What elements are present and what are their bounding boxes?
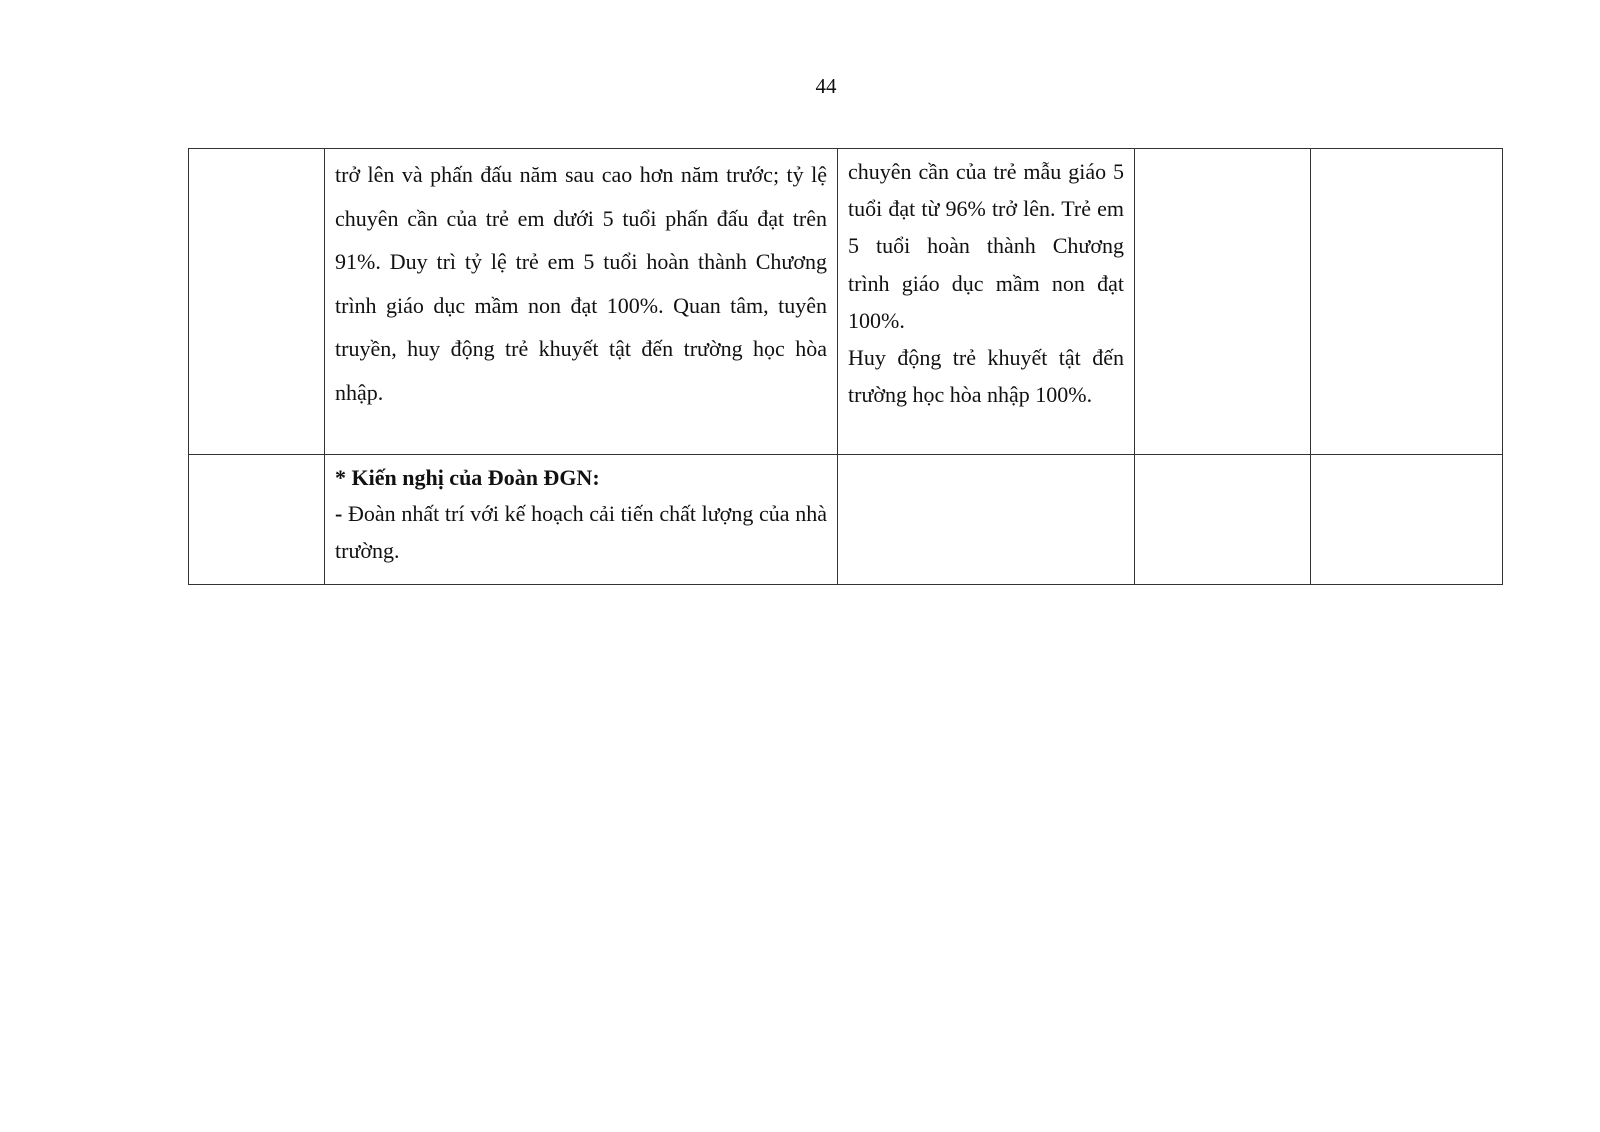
- result-text-paragraph-2: Huy động trẻ khuyết tật đến trường học hòa nhập 100%.: [848, 345, 1124, 408]
- result-text-paragraph-1: chuyên cần của trẻ mẫu giáo 5 tuổi đạt từ 96% trở lên. Trẻ em 5 tuổi hoàn thành Chương trình giáo dục mầm non đạt 100%.: [848, 159, 1124, 333]
- recommendation-body: [335, 495, 827, 569]
- page-number: 44: [815, 74, 837, 98]
- recommendation-dash: -: [335, 501, 343, 526]
- recommendation-block: [325, 455, 837, 569]
- plan-text: trở lên và phấn đấu năm sau cao hơn năm trước; tỷ lệ chuyên cần của trẻ em dưới 5 tuổi phấn đấu đạt trên 91%. Duy trì tỷ lệ trẻ em 5 tuổi hoàn thành Chương trình giáo dục mầm non đạt 100%. Quan tâm, tuyên truyền, huy động trẻ khuyết tật đến trường học hòa nhập.: [335, 162, 827, 405]
- table-cell-empty: [1135, 149, 1311, 455]
- table-cell-empty: [1311, 149, 1503, 455]
- table-cell-result: [838, 149, 1135, 455]
- result-text: [838, 149, 1134, 413]
- table-cell-empty: [838, 455, 1135, 585]
- table-row: [189, 149, 1503, 455]
- table-cell-empty: [1311, 455, 1503, 585]
- table-cell-plan: [325, 149, 838, 455]
- recommendation-heading: * Kiến nghị của Đoàn ĐGN:: [335, 465, 600, 490]
- table-cell-empty: [189, 455, 325, 585]
- table-cell-empty: [189, 149, 325, 455]
- table-cell-empty: [1135, 455, 1311, 585]
- evaluation-table: [188, 148, 1503, 585]
- table-cell-recommendation: [325, 455, 838, 585]
- recommendation-text: Đoàn nhất trí với kế hoạch cải tiến chất lượng của nhà trường.: [335, 501, 827, 563]
- table-row: [189, 455, 1503, 585]
